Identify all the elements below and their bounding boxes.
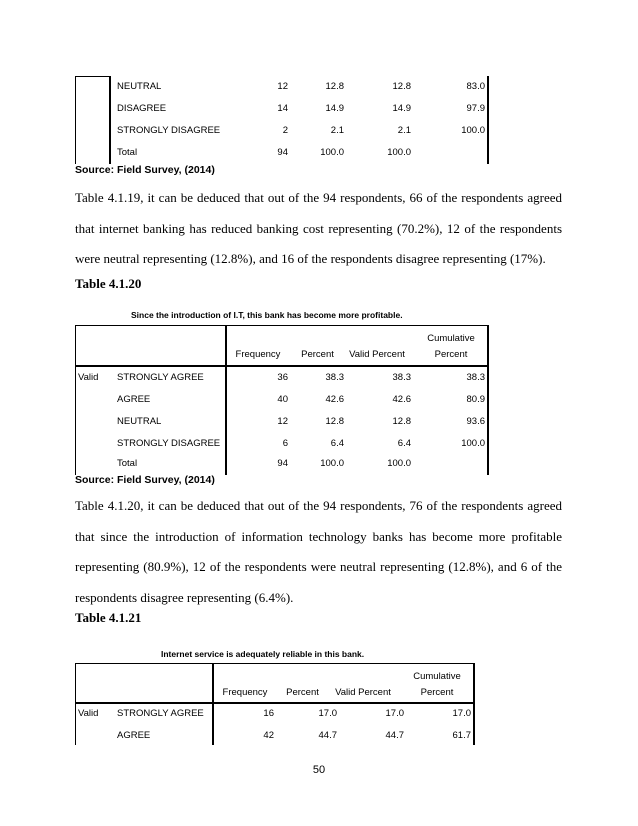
table-4-1-21 [75, 663, 475, 745]
cumulative-cell: 80.9 [466, 394, 485, 405]
percent-cell: 2.1 [330, 125, 344, 136]
percent-cell: 12.8 [325, 416, 344, 427]
row-label: STRONGLY DISAGREE [117, 125, 221, 136]
row-label: DISAGREE [117, 103, 167, 114]
row-label: AGREE [117, 730, 151, 741]
cumulative-cell: 17.0 [452, 708, 471, 719]
valid-percent-cell: 2.1 [397, 125, 411, 136]
table-row [75, 120, 489, 142]
frequency-cell: 94 [277, 458, 288, 469]
cumulative-cell: 83.0 [466, 81, 485, 92]
row-label: Total [117, 458, 138, 469]
column-header-percent: Percent [286, 687, 319, 698]
table-row-total [75, 453, 489, 475]
valid-label: Valid [78, 372, 99, 383]
analysis-paragraph: Table 4.1.20, it can be deduced that out of the 94 respondents, 76 of the respondents agreed that since the introduction of information technology banks has become more profitable representing (80.9%), 12 of the respondents were neutral representing (12.8%), and 6 of the respondents disagree representing (6.4%). [75, 498, 562, 605]
row-label: NEUTRAL [117, 81, 162, 92]
cumulative-cell: 100.0 [461, 125, 485, 136]
valid-percent-cell: 100.0 [387, 147, 411, 158]
table-row [75, 367, 489, 389]
row-label: AGREE [117, 394, 151, 405]
valid-percent-cell: 14.9 [392, 103, 411, 114]
valid-percent-cell: 100.0 [387, 458, 411, 469]
column-header-cumulative: Cumulative [413, 671, 461, 682]
column-header-valid-percent: Valid Percent [349, 349, 405, 360]
table-4-1-20 [75, 325, 489, 475]
table-row [75, 703, 475, 725]
table-source: Source: Field Survey, (2014) [75, 164, 215, 176]
frequency-cell: 94 [277, 147, 288, 158]
valid-percent-cell: 6.4 [397, 438, 411, 449]
cumulative-cell: 61.7 [452, 730, 471, 741]
table-title: Internet service is adequately reliable in this bank. [161, 649, 365, 659]
percent-cell: 44.7 [318, 730, 337, 741]
table-row-total [75, 142, 489, 164]
valid-percent-cell: 42.6 [392, 394, 411, 405]
page-number: 50 [312, 764, 326, 776]
frequency-cell: 12 [277, 416, 288, 427]
table-row [75, 725, 475, 747]
table-source: Source: Field Survey, (2014) [75, 474, 215, 486]
table-row [75, 433, 489, 455]
valid-percent-cell: 17.0 [385, 708, 404, 719]
valid-percent-cell: 44.7 [385, 730, 404, 741]
row-label: STRONGLY DISAGREE [117, 438, 221, 449]
valid-percent-cell: 12.8 [392, 416, 411, 427]
percent-cell: 12.8 [325, 81, 344, 92]
table-row [75, 98, 489, 120]
valid-percent-cell: 38.3 [392, 372, 411, 383]
cumulative-cell: 38.3 [466, 372, 485, 383]
percent-cell: 100.0 [320, 458, 344, 469]
cumulative-cell: 97.9 [466, 103, 485, 114]
percent-cell: 100.0 [320, 147, 344, 158]
percent-cell: 38.3 [325, 372, 344, 383]
row-label: Total [117, 147, 138, 158]
table-continuation [75, 76, 489, 164]
percent-cell: 42.6 [325, 394, 344, 405]
percent-cell: 6.4 [330, 438, 344, 449]
column-header-frequency: Frequency [222, 687, 268, 698]
frequency-cell: 12 [277, 81, 288, 92]
valid-label: Valid [78, 708, 99, 719]
frequency-cell: 16 [263, 708, 274, 719]
frequency-cell: 40 [277, 394, 288, 405]
column-header-valid-percent: Valid Percent [335, 687, 391, 698]
column-header-percent: Percent [301, 349, 334, 360]
row-label: STRONGLY AGREE [117, 708, 204, 719]
table-heading: Table 4.1.20 [75, 276, 142, 291]
table-row [75, 76, 489, 98]
frequency-cell: 36 [277, 372, 288, 383]
table-row [75, 389, 489, 411]
column-header-cumulative: Cumulative [427, 333, 475, 344]
table-title: Since the introduction of I.T, this bank has become more profitable. [131, 310, 403, 320]
frequency-cell: 6 [282, 438, 288, 449]
row-label: STRONGLY AGREE [117, 372, 204, 383]
analysis-paragraph: Table 4.1.19, it can be deduced that out of the 94 respondents, 66 of the respondents agreed that internet banking has reduced banking cost representing (70.2%), 12 of the respondents were neutral representing (12.8%), and 16 of the respondents disagree representing (17%). [75, 190, 562, 266]
column-header-cumulative-percent: Percent [420, 687, 454, 698]
row-label: NEUTRAL [117, 416, 162, 427]
table-top-border [75, 663, 475, 664]
cumulative-cell: 100.0 [461, 438, 485, 449]
valid-percent-cell: 12.8 [392, 81, 411, 92]
table-top-border [75, 325, 489, 326]
percent-cell: 17.0 [318, 708, 337, 719]
percent-cell: 14.9 [325, 103, 344, 114]
frequency-cell: 2 [282, 125, 288, 136]
table-heading: Table 4.1.21 [75, 610, 142, 625]
frequency-cell: 42 [263, 730, 274, 741]
column-header-frequency: Frequency [235, 349, 281, 360]
column-header-cumulative-percent: Percent [434, 349, 468, 360]
cumulative-cell: 93.6 [466, 416, 485, 427]
table-row [75, 411, 489, 433]
frequency-cell: 14 [277, 103, 288, 114]
